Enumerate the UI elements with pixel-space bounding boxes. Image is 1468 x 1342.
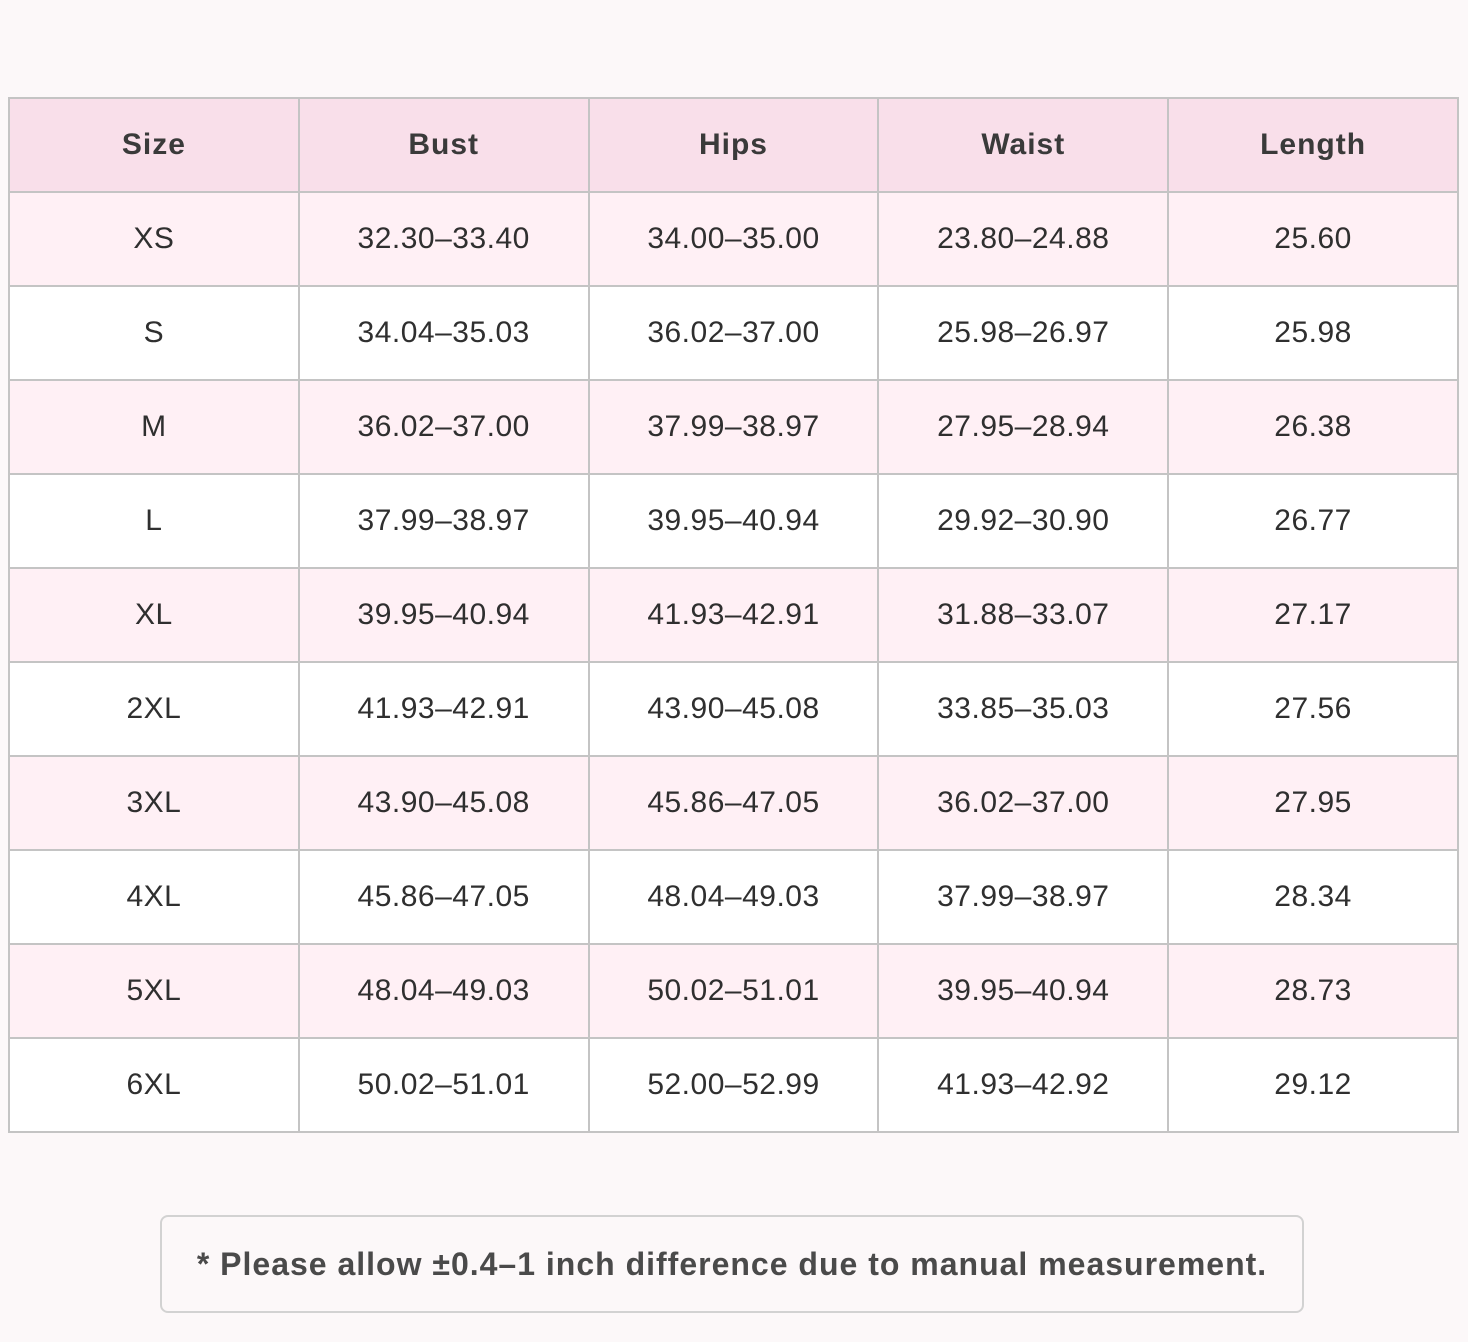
cell-waist: 27.95–28.94 <box>878 380 1168 474</box>
cell-bust: 34.04–35.03 <box>299 286 589 380</box>
cell-hips: 43.90–45.08 <box>589 662 879 756</box>
table-row <box>9 850 1458 944</box>
header-length: Length <box>1168 98 1458 192</box>
cell-bust: 32.30–33.40 <box>299 192 589 286</box>
table-row <box>9 286 1458 380</box>
table-row <box>9 192 1458 286</box>
cell-size: L <box>9 474 299 568</box>
cell-length: 28.34 <box>1168 850 1458 944</box>
cell-length: 25.98 <box>1168 286 1458 380</box>
cell-bust: 39.95–40.94 <box>299 568 589 662</box>
table-row <box>9 662 1458 756</box>
table-header <box>9 98 1458 192</box>
cell-hips: 41.93–42.91 <box>589 568 879 662</box>
cell-waist: 33.85–35.03 <box>878 662 1168 756</box>
cell-size: M <box>9 380 299 474</box>
cell-bust: 45.86–47.05 <box>299 850 589 944</box>
cell-waist: 31.88–33.07 <box>878 568 1168 662</box>
cell-length: 27.17 <box>1168 568 1458 662</box>
cell-hips: 45.86–47.05 <box>589 756 879 850</box>
cell-bust: 43.90–45.08 <box>299 756 589 850</box>
cell-waist: 41.93–42.92 <box>878 1038 1168 1132</box>
cell-hips: 48.04–49.03 <box>589 850 879 944</box>
header-hips: Hips <box>589 98 879 192</box>
cell-length: 27.95 <box>1168 756 1458 850</box>
table-body <box>9 192 1458 1132</box>
cell-waist: 36.02–37.00 <box>878 756 1168 850</box>
measurement-note-box <box>160 1215 1304 1313</box>
cell-waist: 29.92–30.90 <box>878 474 1168 568</box>
cell-size: 4XL <box>9 850 299 944</box>
cell-hips: 37.99–38.97 <box>589 380 879 474</box>
cell-hips: 52.00–52.99 <box>589 1038 879 1132</box>
measurement-note-text: * Please allow ±0.4–1 inch difference due to manual measurement. <box>196 1245 1268 1282</box>
cell-length: 29.12 <box>1168 1038 1458 1132</box>
cell-hips: 34.00–35.00 <box>589 192 879 286</box>
cell-size: 2XL <box>9 662 299 756</box>
cell-length: 26.38 <box>1168 380 1458 474</box>
cell-bust: 48.04–49.03 <box>299 944 589 1038</box>
cell-waist: 25.98–26.97 <box>878 286 1168 380</box>
table-row <box>9 756 1458 850</box>
table-row <box>9 1038 1458 1132</box>
header-size: Size <box>9 98 299 192</box>
cell-length: 25.60 <box>1168 192 1458 286</box>
cell-length: 26.77 <box>1168 474 1458 568</box>
cell-bust: 36.02–37.00 <box>299 380 589 474</box>
size-chart-table <box>8 97 1459 1133</box>
cell-waist: 37.99–38.97 <box>878 850 1168 944</box>
cell-hips: 50.02–51.01 <box>589 944 879 1038</box>
cell-waist: 23.80–24.88 <box>878 192 1168 286</box>
cell-bust: 50.02–51.01 <box>299 1038 589 1132</box>
cell-length: 27.56 <box>1168 662 1458 756</box>
cell-length: 28.73 <box>1168 944 1458 1038</box>
header-row <box>9 98 1458 192</box>
cell-size: XS <box>9 192 299 286</box>
cell-size: 3XL <box>9 756 299 850</box>
header-waist: Waist <box>878 98 1168 192</box>
table-row <box>9 568 1458 662</box>
header-bust: Bust <box>299 98 589 192</box>
cell-size: XL <box>9 568 299 662</box>
cell-bust: 37.99–38.97 <box>299 474 589 568</box>
cell-size: 5XL <box>9 944 299 1038</box>
table-row <box>9 474 1458 568</box>
table-row <box>9 944 1458 1038</box>
cell-size: 6XL <box>9 1038 299 1132</box>
cell-hips: 36.02–37.00 <box>589 286 879 380</box>
cell-bust: 41.93–42.91 <box>299 662 589 756</box>
cell-waist: 39.95–40.94 <box>878 944 1168 1038</box>
table-row <box>9 380 1458 474</box>
cell-size: S <box>9 286 299 380</box>
cell-hips: 39.95–40.94 <box>589 474 879 568</box>
